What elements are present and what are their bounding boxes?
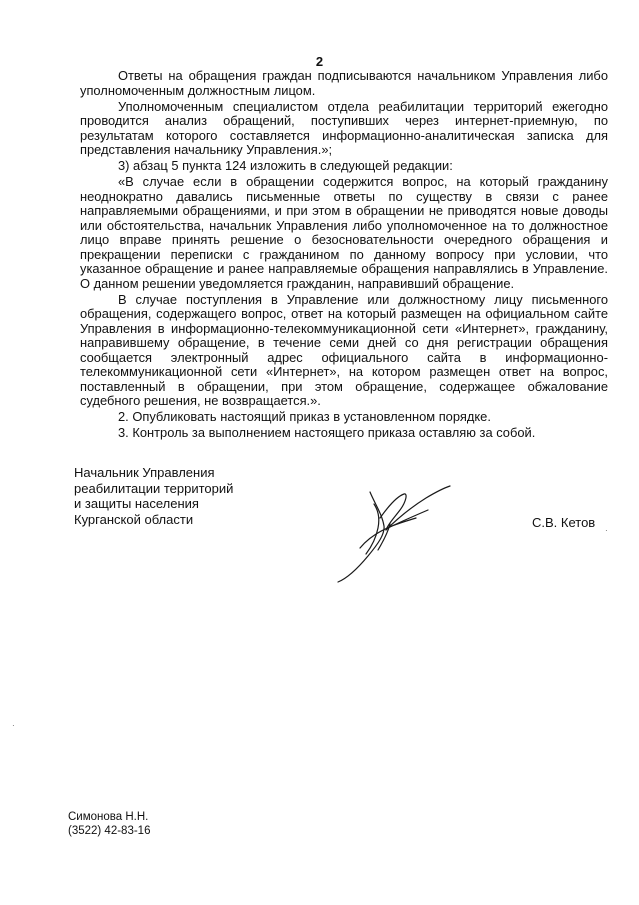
paragraph-publish-order: 2. Опубликовать настоящий приказ в установленном порядке.: [118, 409, 491, 424]
executor-info: [68, 810, 150, 838]
document-body: [80, 69, 608, 442]
paragraph-amendment-intro: 3) абзац 5 пункта 124 изложить в следующей редакции:: [118, 158, 453, 173]
signatory-position-line: и защиты населения: [74, 496, 199, 511]
signatory-position: [74, 465, 314, 527]
signatory-position-line: Начальник Управления: [74, 465, 215, 480]
paragraph-annual-analysis: Уполномоченным специалистом отдела реабилитации территорий ежегодно проводится анализ обращений, поступивших через интернет-приемную, по результатам которого составляется информационно-аналитическая записка для представления начальнику Управления.»;: [80, 98, 608, 157]
page-number: 2: [315, 54, 324, 69]
scan-speck: ·: [605, 526, 608, 535]
handwritten-signature: [330, 474, 460, 584]
executor-name: Симонова Н.Н.: [68, 811, 149, 823]
executor-phone: (3522) 42-83-16: [68, 825, 151, 837]
signatory-name: С.В. Кетов: [532, 515, 596, 530]
signatory-position-line: Курганской области: [74, 511, 194, 527]
signatory-position-line: реабилитации территорий: [74, 480, 234, 496]
paragraph-website-answer: В случае поступления в Управление или должностному лицу письменного обращения, содержащего вопрос, ответ на который размещен на официальном сайте Управления в информационно-телекоммуникационной сети «Интернет», гражданину, направившему обращение, в течение семи дней со дня регистрации обращения сообщается электронный адрес официального сайта в информационно-телекоммуникационной сети «Интернет», на котором размещен ответ на вопрос, поставленный в обращении, при этом обращение, содержащее обжалование судебного решения, не возвращается.».: [80, 291, 608, 408]
paragraph-repeated-appeals: «В случае если в обращении содержится вопрос, на который гражданину неоднократно давались письменные ответы по существу в связи с ранее направляемыми обращениями, и при этом в обращении не приводятся новые доводы или обстоятельства, начальник Управления либо уполномоченное на то должностное лицо вправе принять решение о безосновательности очередного обращения и прекращении переписки с гражданином по данному вопросу при условии, что указанное обращение и ранее направляемые обращения направлялись в Управление. О данном решении уведомляется гражданин, направивший обращение.: [80, 174, 608, 291]
paragraph-control: 3. Контроль за выполнением настоящего приказа оставляю за собой.: [118, 425, 536, 440]
scan-speck: ·: [12, 721, 15, 730]
paragraph-answers-signing: Ответы на обращения граждан подписываются начальником Управления либо уполномоченным должностным лицом.: [80, 68, 608, 98]
